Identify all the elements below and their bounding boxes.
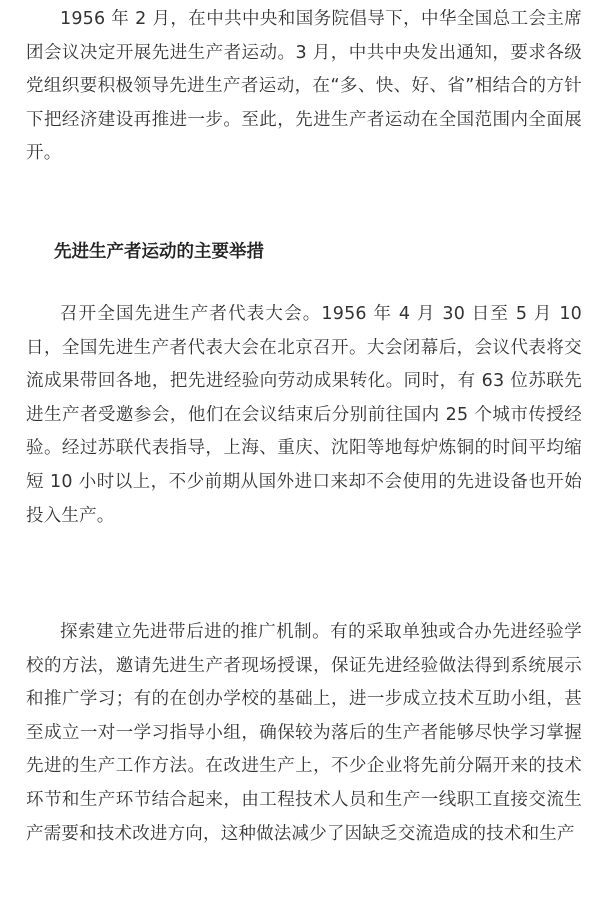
section-heading: 先进生产者运动的主要举措 (54, 242, 264, 262)
article-paragraph-1: 1956 年 2 月，在中共中央和国务院倡导下，中华全国总工会主席团会议决定开展先进生产者运动。3 月，中共中央发出通知，要求各级党组织要积极领导先进生产者运动，在“多、快、好、省”相结合的方针下把经济建设再推进一步。至此，先进生产者运动在全国范围内全面展开。 (26, 9, 582, 164)
article-paragraph-2: 召开全国先进生产者代表大会。1956 年 4 月 30 日至 5 月 10 日，全国先进生产者代表大会在北京召开。大会闭幕后，会议代表将交流成果带回各地，把先进经验向劳动成果转化。同时，有 63 位苏联先进生产者受邀参会，他们在会议结束后分别前往国内 25 个城市传授经验。经过苏联代表指导，上海、重庆、沈阳等地每炉炼铜的时间平均缩短 10 小时以上，不少前期从国外进口来却不会使用的先进设备也开始投入生产。 (26, 304, 582, 526)
article-paragraph-3: 探索建立先进带后进的推广机制。有的采取单独或合办先进经验学校的方法，邀请先进生产者现场授课，保证先进经验做法得到系统展示和推广学习；有的在创办学校的基础上，进一步成立技术互助小组，甚至成立一对一学习指导小组，确保较为落后的生产者能够尽快学习掌握先进的生产工作方法。在改进生产上，不少企业将先前分隔开来的技术环节和生产环节结合起来，由工程技术人员和生产一线职工直接交流生产需要和技术改进方向，这种做法减少了因缺乏交流造成的技术和生产 (26, 622, 582, 844)
